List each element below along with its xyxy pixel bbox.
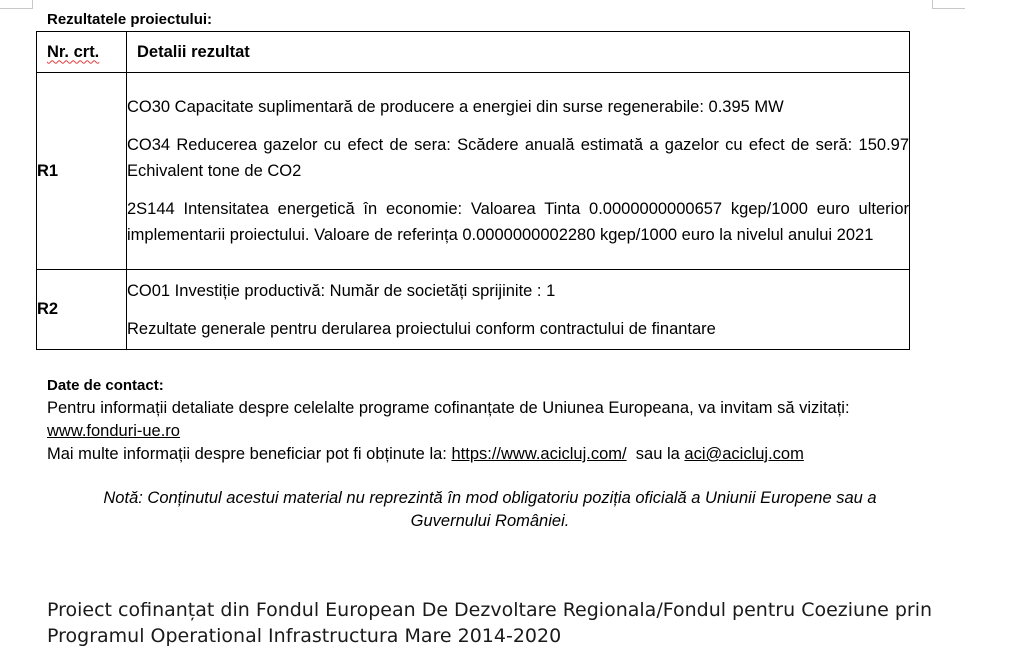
contact-line-beneficiary (47, 443, 907, 466)
column-header-details: Detalii rezultat (127, 32, 910, 73)
acicluj-website-link[interactable]: https://www.acicluj.com/ (451, 445, 627, 463)
beneficiary-info-text: Mai multe informații despre beneficiar pot fi obținute la: (47, 445, 447, 463)
column-header-nr (37, 32, 127, 73)
result-details (127, 270, 910, 350)
result-detail-line: 2S144 Intensitatea energetică în economie: Valoarea Tinta 0.0000000000657 kgep/1000 euro ulterior implementarii proiectului. Valoare de referința 0.0000000002280 kgep/1000 euro la nivelul anului 2021 (127, 200, 909, 244)
column-header-nr-text: Nr. crt. (47, 42, 100, 61)
result-id: R2 (37, 270, 127, 350)
or-connector-text: sau la (635, 445, 680, 463)
result-detail-line: CO34 Reducerea gazelor cu efect de sera: Scădere anuală estimată a gazelor cu efect de seră: 150.97 Echivalent tone de CO2 (127, 136, 909, 180)
results-table (36, 31, 910, 350)
table-row (37, 270, 910, 350)
result-detail-line: CO01 Investiție productivă: Număr de societăți sprijinite : 1 (127, 281, 556, 300)
result-details (127, 73, 910, 270)
result-detail-line: CO30 Capacitate suplimentară de producere a energiei din surse regenerabile: 0.395 MW (127, 98, 784, 116)
disclaimer-note: Notă: Conținutul acestui material nu reprezintă în mod obligatoriu poziția oficială a Uniunii Europene sau a Guvernului României. (103, 489, 877, 530)
fonduri-ue-link[interactable]: www.fonduri-ue.ro (47, 422, 180, 440)
project-funding-footer: Proiect cofinanțat din Fondul European De Dezvoltare Regionala/Fondul pentru Coeziune prin Programul Operational Infrastructura Mare 2014-2020 (47, 599, 933, 647)
results-heading: Rezultatele proiectului: (47, 11, 213, 28)
contact-heading: Date de contact: (47, 377, 164, 394)
contact-line-programs: Pentru informații detaliate despre celelalte programe cofinanțate de Uniunea Europeana, va invitam să vizitați: (47, 399, 850, 417)
table-header-row (37, 32, 910, 73)
email-link[interactable]: aci@acicluj.com (684, 445, 804, 463)
page-corner-mark-right (932, 0, 965, 9)
result-id: R1 (37, 73, 127, 270)
table-row (37, 73, 910, 270)
result-detail-line: Rezultate generale pentru derularea proiectului conform contractului de finantare (127, 319, 716, 338)
contact-section (47, 374, 907, 466)
page-corner-mark-left (0, 0, 33, 9)
